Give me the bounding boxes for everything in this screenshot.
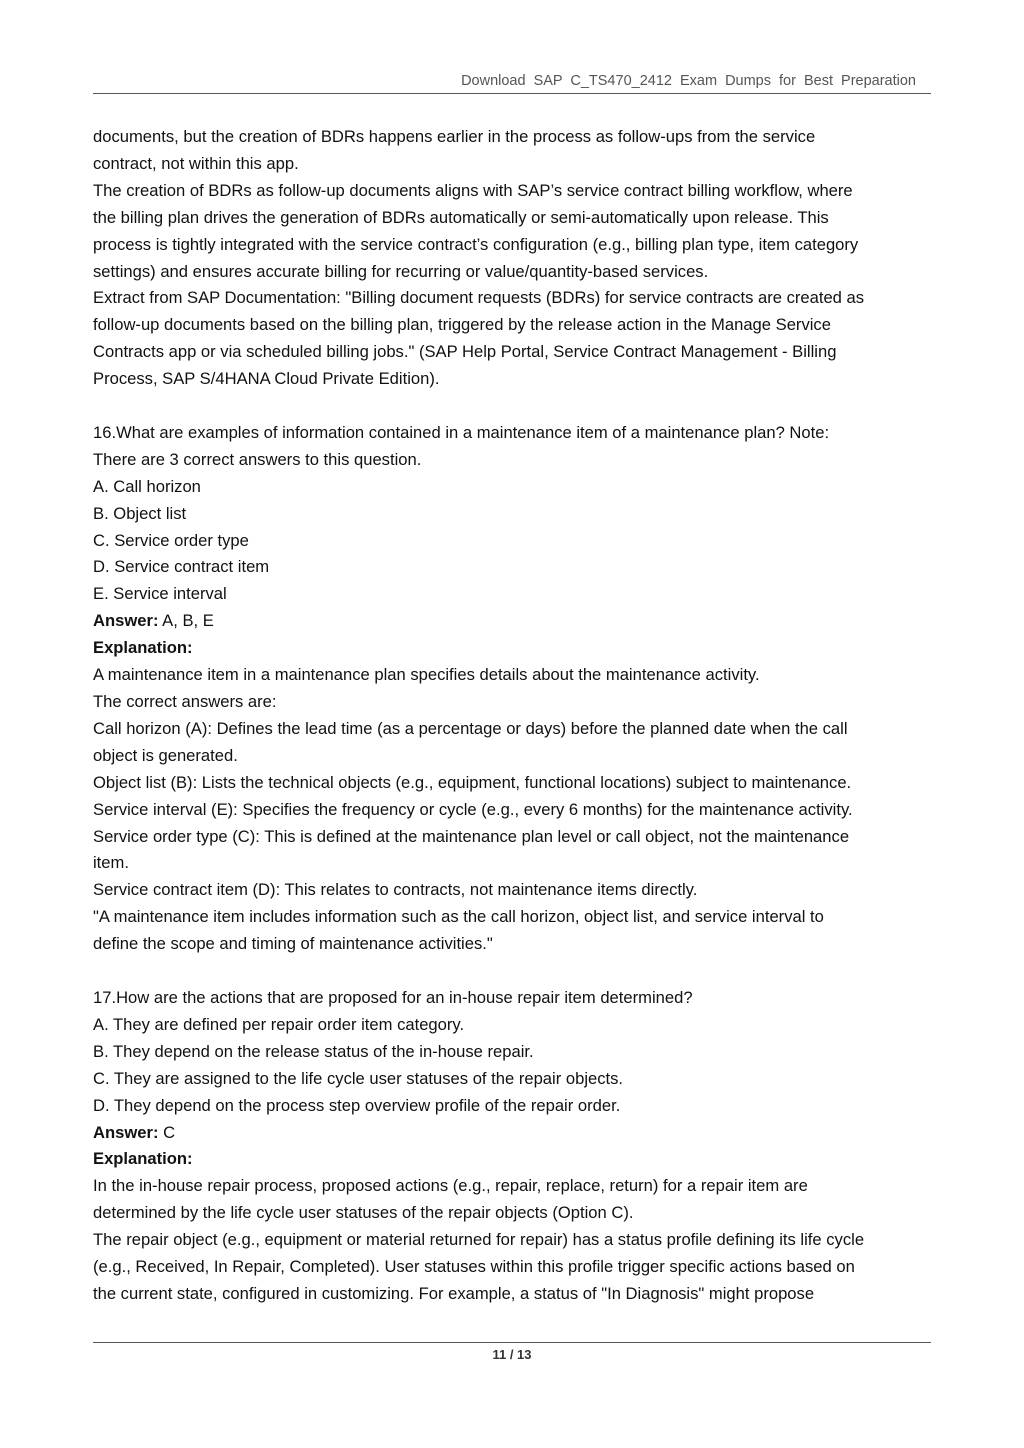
text-line: The creation of BDRs as follow-up documents aligns with SAP’s service contract billing workflow, where [93,180,853,200]
option-a: A. They are defined per repair order item category. [93,1014,465,1034]
text-line: contract, not within this app. [93,153,299,173]
explanation-line: (e.g., Received, In Repair, Completed). User statuses within this profile trigger specific actions based on [93,1257,855,1277]
question-16-text: There are 3 correct answers to this question. [93,449,422,469]
explanation-line: define the scope and timing of maintenance activities." [93,934,493,954]
explanation-line: determined by the life cycle user statuses of the repair objects (Option C). [93,1203,634,1223]
explanation-line: item. [93,853,129,873]
document-body [93,124,935,1308]
explanation-line: In the in-house repair process, proposed actions (e.g., repair, replace, return) for a repair item are [93,1176,808,1196]
paragraph-gap [93,393,935,420]
answer-value: A, B, E [158,611,214,631]
option-d: D. Service contract item [93,557,270,577]
answer-label: Answer: [93,1122,159,1142]
explanation-line: "A maintenance item includes information such as the call horizon, object list, and service interval to [93,907,824,927]
question-17-text: 17.How are the actions that are proposed for an in-house repair item determined? [93,987,693,1007]
option-a: A. Call horizon [93,476,201,496]
explanation-label: Explanation: [93,1149,193,1169]
text-line: Process, SAP S/4HANA Cloud Private Edition). [93,369,440,389]
option-b: B. Object list [93,503,187,523]
explanation-line: The correct answers are: [93,692,277,712]
footer-divider [93,1342,931,1343]
text-line: settings) and ensures accurate billing for recurring or value/quantity-based services. [93,261,709,281]
page-number: 11 / 13 [492,1347,532,1362]
header-divider [93,93,931,94]
text-line: the billing plan drives the generation of BDRs automatically or semi-automatically upon release. This [93,207,829,227]
explanation-line: The repair object (e.g., equipment or material returned for repair) has a status profile defining its life cycle [93,1230,865,1250]
answer-value: C [158,1122,176,1142]
explanation-line: Service interval (E): Specifies the frequency or cycle (e.g., every 6 months) for the maintenance activity. [93,799,853,819]
paragraph-gap [93,958,935,985]
text-line: Extract from SAP Documentation: "Billing document requests (BDRs) for service contracts are created as [93,288,865,308]
question-16-text: 16.What are examples of information contained in a maintenance item of a maintenance plan? Note: [93,422,830,442]
option-b: B. They depend on the release status of the in-house repair. [93,1041,534,1061]
explanation-line: Service contract item (D): This relates to contracts, not maintenance items directly. [93,880,698,900]
explanation-line: object is generated. [93,745,238,765]
explanation-line: Object list (B): Lists the technical objects (e.g., equipment, functional locations) subject to maintenance. [93,772,852,792]
option-c: C. They are assigned to the life cycle user statuses of the repair objects. [93,1068,624,1088]
page-header-title: Download SAP C_TS470_2412 Exam Dumps for Best Preparation [461,73,916,89]
answer-line [93,608,935,635]
option-e: E. Service interval [93,584,227,604]
answer-label: Answer: [93,611,159,631]
explanation-line: Service order type (C): This is defined at the maintenance plan level or call object, not the maintenance [93,826,850,846]
option-c: C. Service order type [93,530,249,550]
answer-line [93,1120,935,1147]
explanation-line: A maintenance item in a maintenance plan specifies details about the maintenance activity. [93,665,760,685]
option-d: D. They depend on the process step overview profile of the repair order. [93,1095,621,1115]
text-line: documents, but the creation of BDRs happens earlier in the process as follow-ups from the service [93,127,816,146]
explanation-label: Explanation: [93,638,193,658]
text-line: process is tightly integrated with the service contract’s configuration (e.g., billing plan type, item category [93,234,859,254]
explanation-line: the current state, configured in customizing. For example, a status of "In Diagnosis" might propose [93,1283,815,1303]
text-line: follow-up documents based on the billing plan, triggered by the release action in the Manage Service [93,315,831,335]
explanation-line: Call horizon (A): Defines the lead time (as a percentage or days) before the planned date when the call [93,718,848,738]
text-line: Contracts app or via scheduled billing jobs." (SAP Help Portal, Service Contract Management - Billing [93,342,837,362]
